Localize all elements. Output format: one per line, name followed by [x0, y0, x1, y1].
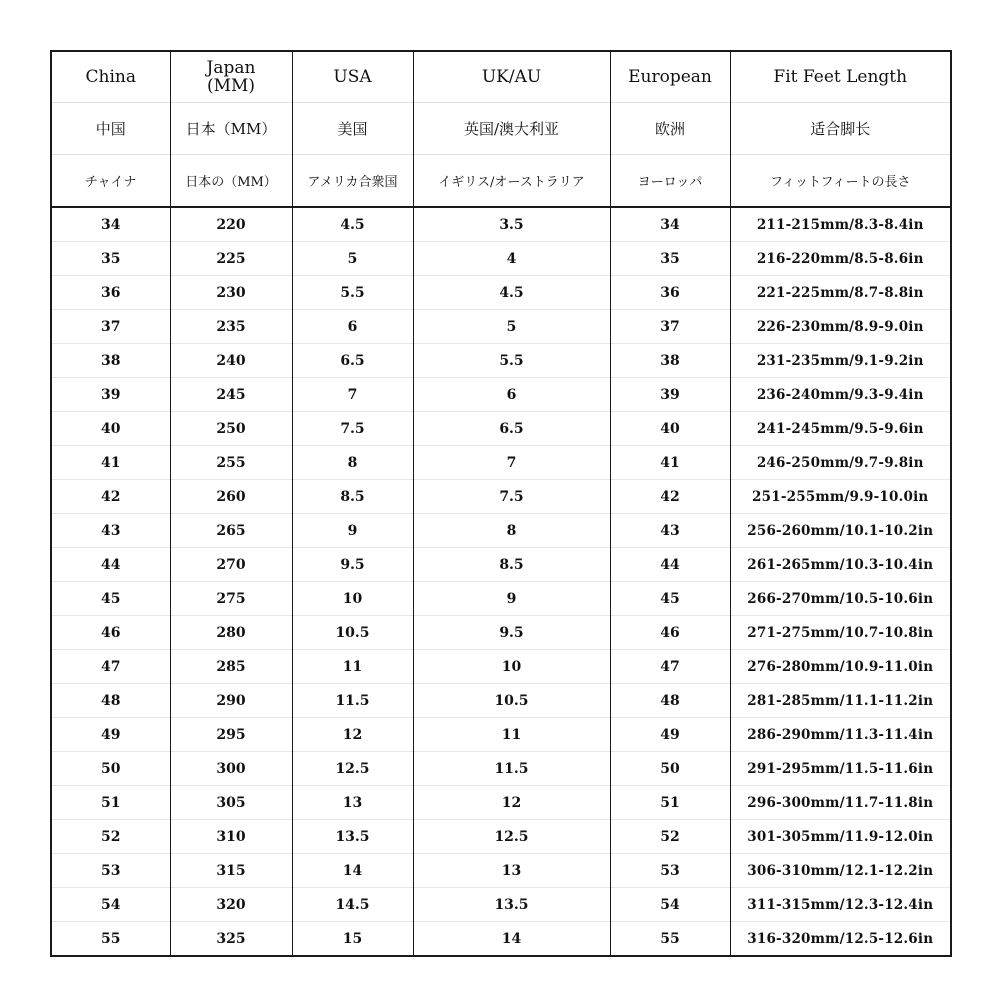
- cell-japan-mm: 240: [170, 344, 292, 378]
- cell-european: 39: [610, 378, 730, 412]
- header-row-english: [51, 51, 951, 103]
- cell-fit-feet-length: 251-255mm/9.9-10.0in: [730, 480, 951, 514]
- cell-fit-feet-length: 211-215mm/8.3-8.4in: [730, 207, 951, 242]
- cell-japan-mm: 260: [170, 480, 292, 514]
- header-uk-au-zh: 英国/澳大利亚: [413, 103, 610, 155]
- table-row: [51, 922, 951, 957]
- cell-usa: 14.5: [292, 888, 413, 922]
- table-row: [51, 378, 951, 412]
- header-usa: USA: [292, 51, 413, 103]
- cell-fit-feet-length: 221-225mm/8.7-8.8in: [730, 276, 951, 310]
- header-usa-ja: アメリカ合衆国: [292, 155, 413, 208]
- header-china-ja: チャイナ: [51, 155, 170, 208]
- cell-japan-mm: 280: [170, 616, 292, 650]
- cell-fit-feet-length: 276-280mm/10.9-11.0in: [730, 650, 951, 684]
- cell-uk-au: 6.5: [413, 412, 610, 446]
- cell-china: 41: [51, 446, 170, 480]
- cell-fit-feet-length: 316-320mm/12.5-12.6in: [730, 922, 951, 957]
- cell-japan-mm: 255: [170, 446, 292, 480]
- cell-european: 53: [610, 854, 730, 888]
- cell-fit-feet-length: 281-285mm/11.1-11.2in: [730, 684, 951, 718]
- cell-uk-au: 3.5: [413, 207, 610, 242]
- cell-china: 42: [51, 480, 170, 514]
- cell-china: 37: [51, 310, 170, 344]
- cell-china: 48: [51, 684, 170, 718]
- cell-uk-au: 8: [413, 514, 610, 548]
- cell-fit-feet-length: 301-305mm/11.9-12.0in: [730, 820, 951, 854]
- cell-european: 38: [610, 344, 730, 378]
- cell-china: 45: [51, 582, 170, 616]
- cell-fit-feet-length: 226-230mm/8.9-9.0in: [730, 310, 951, 344]
- cell-fit-feet-length: 261-265mm/10.3-10.4in: [730, 548, 951, 582]
- cell-china: 51: [51, 786, 170, 820]
- table-row: [51, 242, 951, 276]
- cell-usa: 10: [292, 582, 413, 616]
- cell-china: 47: [51, 650, 170, 684]
- cell-uk-au: 8.5: [413, 548, 610, 582]
- cell-european: 49: [610, 718, 730, 752]
- header-fit-feet-length: Fit Feet Length: [730, 51, 951, 103]
- cell-european: 44: [610, 548, 730, 582]
- cell-japan-mm: 265: [170, 514, 292, 548]
- cell-uk-au: 14: [413, 922, 610, 957]
- cell-japan-mm: 250: [170, 412, 292, 446]
- cell-uk-au: 4.5: [413, 276, 610, 310]
- cell-japan-mm: 285: [170, 650, 292, 684]
- cell-japan-mm: 275: [170, 582, 292, 616]
- cell-european: 40: [610, 412, 730, 446]
- cell-fit-feet-length: 311-315mm/12.3-12.4in: [730, 888, 951, 922]
- cell-japan-mm: 305: [170, 786, 292, 820]
- header-japan-zh: 日本（MM）: [170, 103, 292, 155]
- cell-uk-au: 12.5: [413, 820, 610, 854]
- cell-japan-mm: 320: [170, 888, 292, 922]
- cell-european: 52: [610, 820, 730, 854]
- table-row: [51, 616, 951, 650]
- cell-european: 47: [610, 650, 730, 684]
- cell-fit-feet-length: 291-295mm/11.5-11.6in: [730, 752, 951, 786]
- table-row: [51, 207, 951, 242]
- header-china: China: [85, 67, 136, 87]
- cell-uk-au: 5: [413, 310, 610, 344]
- cell-fit-feet-length: 256-260mm/10.1-10.2in: [730, 514, 951, 548]
- cell-china: 54: [51, 888, 170, 922]
- cell-european: 51: [610, 786, 730, 820]
- cell-usa: 6.5: [292, 344, 413, 378]
- cell-uk-au: 4: [413, 242, 610, 276]
- table-row: [51, 718, 951, 752]
- cell-japan-mm: 230: [170, 276, 292, 310]
- table-body: [51, 207, 951, 956]
- cell-usa: 10.5: [292, 616, 413, 650]
- cell-japan-mm: 295: [170, 718, 292, 752]
- cell-japan-mm: 300: [170, 752, 292, 786]
- cell-european: 37: [610, 310, 730, 344]
- cell-european: 34: [610, 207, 730, 242]
- cell-usa: 12.5: [292, 752, 413, 786]
- header-row-japanese: [51, 155, 951, 208]
- cell-fit-feet-length: 216-220mm/8.5-8.6in: [730, 242, 951, 276]
- cell-usa: 7: [292, 378, 413, 412]
- table-row: [51, 412, 951, 446]
- size-chart-table: [50, 50, 952, 957]
- cell-fit-feet-length: 286-290mm/11.3-11.4in: [730, 718, 951, 752]
- header-european-zh: 欧洲: [610, 103, 730, 155]
- cell-japan-mm: 310: [170, 820, 292, 854]
- cell-usa: 5: [292, 242, 413, 276]
- cell-uk-au: 10: [413, 650, 610, 684]
- cell-usa: 11: [292, 650, 413, 684]
- cell-uk-au: 9.5: [413, 616, 610, 650]
- cell-usa: 5.5: [292, 276, 413, 310]
- cell-fit-feet-length: 241-245mm/9.5-9.6in: [730, 412, 951, 446]
- cell-fit-feet-length: 266-270mm/10.5-10.6in: [730, 582, 951, 616]
- table-row: [51, 548, 951, 582]
- header-japan: Japan (MM): [170, 51, 292, 103]
- cell-fit-feet-length: 246-250mm/9.7-9.8in: [730, 446, 951, 480]
- cell-uk-au: 6: [413, 378, 610, 412]
- cell-uk-au: 11: [413, 718, 610, 752]
- cell-usa: 9: [292, 514, 413, 548]
- cell-uk-au: 13.5: [413, 888, 610, 922]
- cell-japan-mm: 270: [170, 548, 292, 582]
- table-row: [51, 582, 951, 616]
- cell-european: 45: [610, 582, 730, 616]
- cell-usa: 8: [292, 446, 413, 480]
- header-european-ja: ヨーロッパ: [610, 155, 730, 208]
- cell-fit-feet-length: 306-310mm/12.1-12.2in: [730, 854, 951, 888]
- header-china-zh: 中国: [51, 103, 170, 155]
- cell-usa: 13: [292, 786, 413, 820]
- table-row: [51, 344, 951, 378]
- header-uk-au-ja: イギリス/オーストラリア: [413, 155, 610, 208]
- header-japan-ja: 日本の（MM）: [170, 155, 292, 208]
- cell-usa: 12: [292, 718, 413, 752]
- table-row: [51, 650, 951, 684]
- cell-japan-mm: 325: [170, 922, 292, 957]
- cell-china: 34: [101, 216, 121, 233]
- cell-uk-au: 10.5: [413, 684, 610, 718]
- table-row: [51, 480, 951, 514]
- cell-usa: 13.5: [292, 820, 413, 854]
- table-row: [51, 752, 951, 786]
- cell-european: 54: [610, 888, 730, 922]
- cell-european: 42: [610, 480, 730, 514]
- cell-european: 43: [610, 514, 730, 548]
- cell-china: 50: [51, 752, 170, 786]
- cell-china: 55: [51, 922, 170, 957]
- cell-china: 44: [51, 548, 170, 582]
- cell-uk-au: 13: [413, 854, 610, 888]
- cell-china: 52: [51, 820, 170, 854]
- cell-china: 39: [51, 378, 170, 412]
- cell-japan-mm: 315: [170, 854, 292, 888]
- cell-china: 40: [51, 412, 170, 446]
- cell-european: 48: [610, 684, 730, 718]
- cell-usa: 7.5: [292, 412, 413, 446]
- header-fit-feet-length-ja: フィットフィートの長さ: [730, 155, 951, 208]
- cell-china: 43: [51, 514, 170, 548]
- cell-usa: 11.5: [292, 684, 413, 718]
- cell-european: 35: [610, 242, 730, 276]
- cell-china: 53: [51, 854, 170, 888]
- cell-uk-au: 5.5: [413, 344, 610, 378]
- cell-usa: 9.5: [292, 548, 413, 582]
- table-row: [51, 514, 951, 548]
- cell-european: 55: [610, 922, 730, 957]
- cell-usa: 4.5: [292, 207, 413, 242]
- table-header: [51, 51, 951, 207]
- cell-china: 36: [51, 276, 170, 310]
- cell-japan-mm: 225: [170, 242, 292, 276]
- table-row: [51, 888, 951, 922]
- cell-china: 49: [51, 718, 170, 752]
- cell-usa: 14: [292, 854, 413, 888]
- header-uk-au: UK/AU: [413, 51, 610, 103]
- cell-uk-au: 7.5: [413, 480, 610, 514]
- cell-european: 41: [610, 446, 730, 480]
- table-row: [51, 310, 951, 344]
- cell-european: 36: [610, 276, 730, 310]
- cell-uk-au: 7: [413, 446, 610, 480]
- cell-fit-feet-length: 231-235mm/9.1-9.2in: [730, 344, 951, 378]
- cell-european: 50: [610, 752, 730, 786]
- cell-usa: 6: [292, 310, 413, 344]
- header-row-chinese: [51, 103, 951, 155]
- cell-japan-mm: 290: [170, 684, 292, 718]
- header-usa-zh: 美国: [292, 103, 413, 155]
- table-row: [51, 820, 951, 854]
- table-row: [51, 276, 951, 310]
- cell-fit-feet-length: 296-300mm/11.7-11.8in: [730, 786, 951, 820]
- table-row: [51, 684, 951, 718]
- cell-china: 35: [51, 242, 170, 276]
- cell-fit-feet-length: 271-275mm/10.7-10.8in: [730, 616, 951, 650]
- cell-european: 46: [610, 616, 730, 650]
- cell-japan-mm: 245: [170, 378, 292, 412]
- cell-uk-au: 9: [413, 582, 610, 616]
- cell-uk-au: 11.5: [413, 752, 610, 786]
- cell-uk-au: 12: [413, 786, 610, 820]
- cell-china: 38: [51, 344, 170, 378]
- cell-usa: 15: [292, 922, 413, 957]
- cell-usa: 8.5: [292, 480, 413, 514]
- cell-china: 46: [51, 616, 170, 650]
- header-fit-feet-length-zh: 适合脚长: [730, 103, 951, 155]
- table-row: [51, 854, 951, 888]
- header-european: European: [610, 51, 730, 103]
- table-row: [51, 446, 951, 480]
- cell-japan-mm: 235: [170, 310, 292, 344]
- cell-fit-feet-length: 236-240mm/9.3-9.4in: [730, 378, 951, 412]
- cell-japan-mm: 220: [170, 207, 292, 242]
- table-row: [51, 786, 951, 820]
